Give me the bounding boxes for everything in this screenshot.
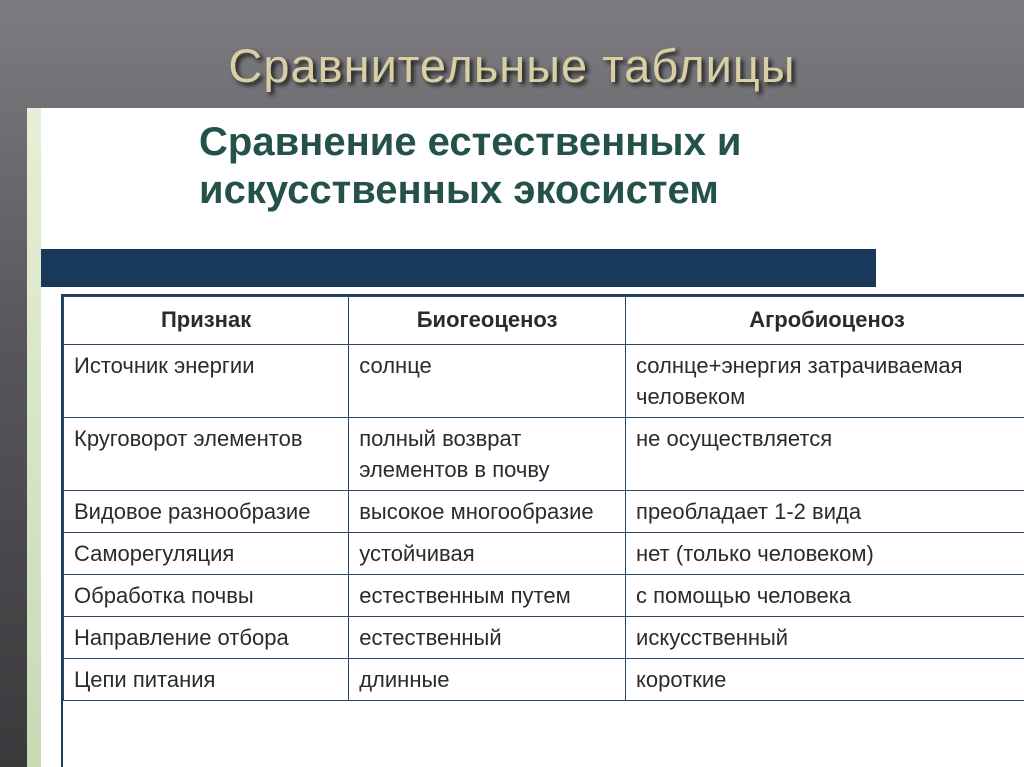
cell-agrobiocenosis: солнце+энергия затрачиваемая человеком — [626, 345, 1024, 418]
cell-agrobiocenosis: не осуществляется — [626, 418, 1024, 491]
table-row — [64, 575, 1024, 617]
table-row — [64, 345, 1024, 418]
content-card — [41, 108, 1024, 767]
cell-biogeocenosis: естественный — [349, 617, 626, 659]
comparison-table-frame — [61, 294, 1024, 767]
cell-agrobiocenosis: нет (только человеком) — [626, 533, 1024, 575]
table-row — [64, 533, 1024, 575]
cell-agrobiocenosis: короткие — [626, 659, 1024, 701]
table-header-row — [64, 297, 1024, 345]
cell-feature: Направление отбора — [64, 617, 349, 659]
cell-agrobiocenosis: преобладает 1-2 вида — [626, 491, 1024, 533]
heading-divider-bar — [41, 249, 876, 287]
header-biogeocenosis: Биогеоценоз — [349, 297, 626, 345]
cell-feature: Обработка почвы — [64, 575, 349, 617]
cell-biogeocenosis: солнце — [349, 345, 626, 418]
table-row — [64, 659, 1024, 701]
table-row — [64, 418, 1024, 491]
cell-biogeocenosis: естественным путем — [349, 575, 626, 617]
table-row — [64, 491, 1024, 533]
table-heading — [199, 118, 899, 214]
slide-title: Сравнительные таблицы — [228, 39, 796, 92]
cell-feature: Саморегуляция — [64, 533, 349, 575]
cell-feature: Цепи питания — [64, 659, 349, 701]
cell-agrobiocenosis: искусственный — [626, 617, 1024, 659]
cell-feature: Видовое разнообразие — [64, 491, 349, 533]
cell-biogeocenosis: длинные — [349, 659, 626, 701]
cell-agrobiocenosis: с помощью человека — [626, 575, 1024, 617]
table-row — [64, 617, 1024, 659]
cell-feature: Источник энергии — [64, 345, 349, 418]
header-agrobiocenosis: Агробиоценоз — [626, 297, 1024, 345]
left-accent-stripe — [27, 108, 41, 767]
header-feature: Признак — [64, 297, 349, 345]
comparison-table — [63, 296, 1024, 701]
heading-line-2: искусственных экосистем — [199, 168, 719, 212]
heading-line-1: Сравнение естественных и — [199, 120, 742, 164]
cell-biogeocenosis: устойчивая — [349, 533, 626, 575]
cell-biogeocenosis: высокое многообразие — [349, 491, 626, 533]
cell-feature: Круговорот элементов — [64, 418, 349, 491]
cell-biogeocenosis: полный возврат элементов в почву — [349, 418, 626, 491]
